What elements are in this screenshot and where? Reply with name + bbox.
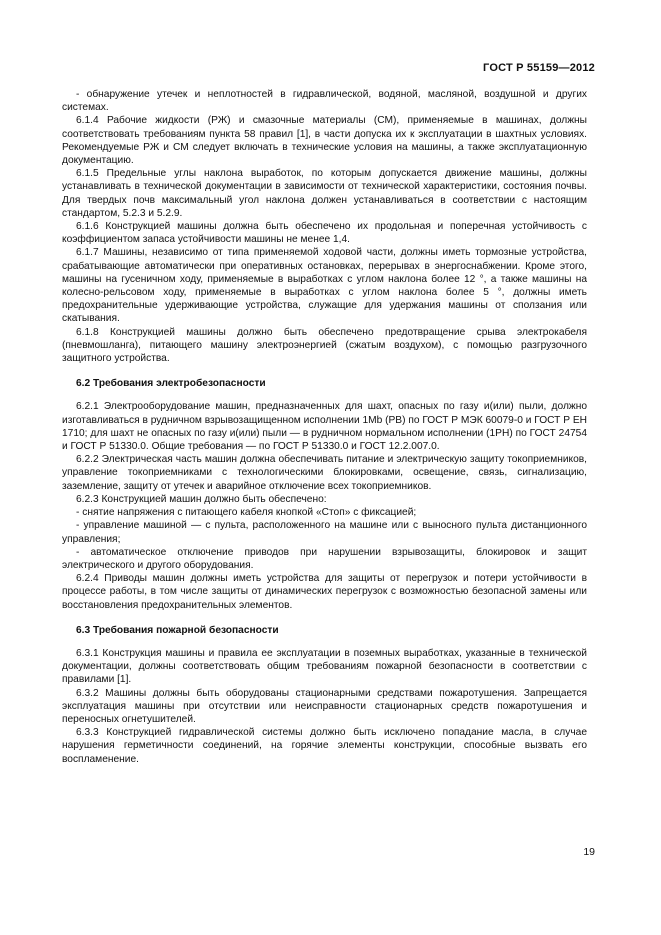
paragraph-6-2-3: 6.2.3 Конструкцией машин должно быть обеспечено: — [76, 493, 327, 505]
paragraph-6-1-4: 6.1.4 Рабочие жидкости (РЖ) и смазочные материалы (СМ), применяемые в машинах, должны соответствовать требованиям пункта 58 правил [1], в части допуска их к эксплуатации в шахтных условиях. Рекомендуемые РЖ и СМ следует включать в технические условия на машины, а также эксплуатационную документацию. — [62, 115, 587, 167]
list-item: - снятие напряжения с питающего кабеля кнопкой «Стоп» с фиксацией; — [76, 507, 417, 519]
section-6-2 — [62, 377, 587, 611]
page-number: 19 — [583, 846, 595, 858]
paragraph-6-1-5: 6.1.5 Предельные углы наклона выработок, по которым допускается движение машины, должны устанавливать в технической документации в зависимости от технической характеристики, состояния почвы. Для твердых почв максимальный угол наклона должен устанавливаться в соответствии с настоящим стандартом, 5.2.3 и 5.2.9. — [62, 168, 587, 219]
list-item: - автоматическое отключение приводов при нарушении взрывозащиты, блокировок и защит электрического и другого оборудования. — [62, 546, 587, 571]
paragraph-6-1-7: 6.1.7 Машины, независимо от типа применяемой ходовой части, должны иметь тормозные устройства, срабатывающие автоматически при оперативных остановках, перерывах в энергоснабжении. Кроме этого, машины на гусеничном ходу, применяемые в выработках с углом наклона более 12 °, а также машины на колесно-рельсовом ходу, применяемые в выработках с углом наклона более 5 °, должны иметь предохранительные удерживающие устройства, служащие для удержания машины от сползания или скатывания. — [62, 247, 587, 325]
paragraph-6-3-2: 6.3.2 Машины должны быть оборудованы стационарными средствами пожаротушения. Запрещается эксплуатация машины при отсутствии или неисправности стационарных средств пожаротушения и переносных огнетушителей. — [62, 687, 587, 725]
paragraph-6-2-1: 6.2.1 Электрооборудование машин, предназначенных для шахт, опасных по газу и(или) пыли, должно изготавливаться в рудничном взрывозащищенном исполнении 1Mb (РВ) по ГОСТ Р МЭК 60079-0 и ГОСТ Р ЕН 1710; для шахт не опасных по газу и(или) пыли — в рудничном нормальном исполнении (1РН) по ГОСТ 24754 и ГОСТ Р 51330.0. Общие требования — по ГОСТ Р 51330.0 и ГОСТ 12.2.007.0. — [62, 401, 587, 453]
paragraph-6-2-4: 6.2.4 Приводы машин должны иметь устройства для защиты от перегрузок и потери устойчивости в процессе работы, в том числе защиты от динамических перегрузок с возможностью безопасной замены или восстановления предохранительных элементов. — [62, 573, 587, 611]
section-6-3 — [62, 624, 587, 766]
section-heading-6-3: 6.3 Требования пожарной безопасности — [76, 624, 279, 636]
section-6-1-continuation — [62, 88, 587, 365]
paragraph-6-1-8: 6.1.8 Конструкцией машины должно быть обеспечено предотвращение срыва электрокабеля (пневмошланга), питающего машину электроэнергией (сжатым воздухом), с помощью разгрузочного защитного устройства. — [62, 326, 587, 365]
section-heading-6-2: 6.2 Требования электробезопасности — [76, 378, 266, 390]
paragraph: - обнаружение утечек и неплотностей в гидравлической, водяной, масляной, воздушной и других системах. — [62, 89, 587, 114]
paragraph-6-3-3: 6.3.3 Конструкцией гидравлической системы должно быть исключено попадание масла, в случае нарушения герметичности соединений, на горячие элементы конструкции, способные вызвать его воспламенение. — [62, 727, 587, 765]
document-body — [62, 88, 587, 766]
list-item: - управление машиной — с пульта, расположенного на машине или с выносного пульта дистанционного управления; — [62, 520, 587, 545]
paragraph-6-3-1: 6.3.1 Конструкция машины и правила ее эксплуатации в поземных выработках, указанные в технической документации, должны соответствовать общим требованиям пожарной безопасности в соответствии с правилами [1]. — [62, 647, 587, 686]
paragraph-6-2-2: 6.2.2 Электрическая часть машин должна обеспечивать питание и электрическую защиту токоприемников, управление токоприемниками с технологическими блокировками, освещение, связь, сигнализацию, заземление, защиту от утечек и аварийное отключение всех токоприемников. — [62, 454, 587, 492]
paragraph-6-1-6: 6.1.6 Конструкцией машины должна быть обеспечено их продольная и поперечная устойчивость с коэффициентом запаса устойчивости машины не менее 1,4. — [62, 221, 587, 246]
document-standard-id: ГОСТ Р 55159—2012 — [483, 62, 595, 74]
